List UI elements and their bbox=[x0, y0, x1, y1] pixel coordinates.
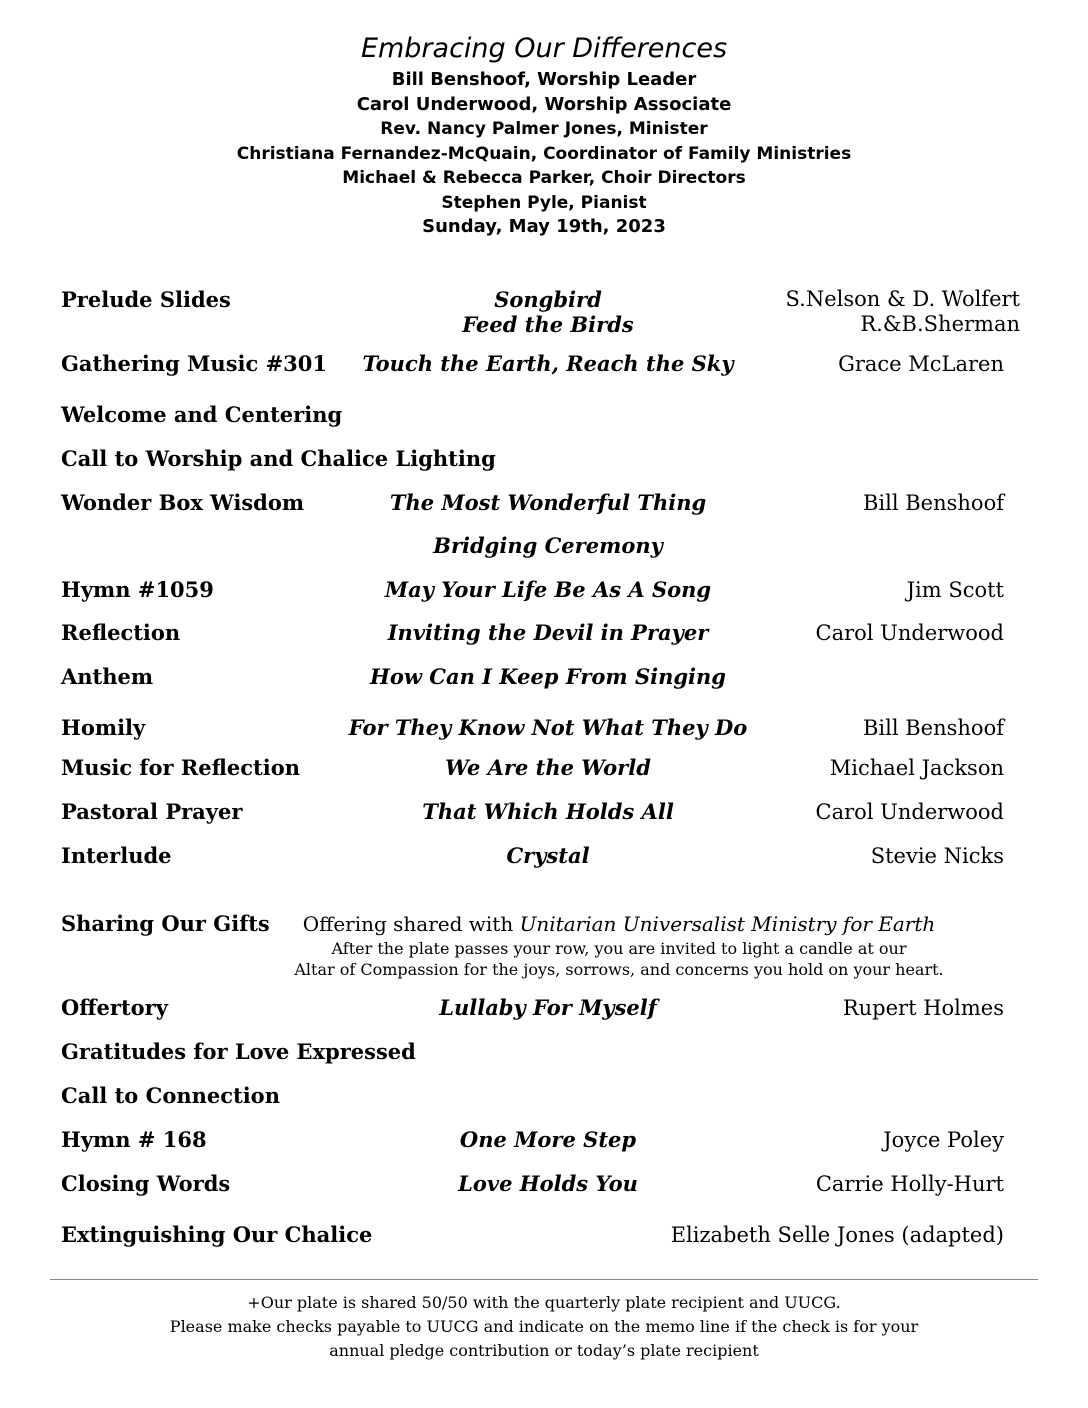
family-ministries-coordinator: Christiana Fernandez-McQuain, Coordinator of Family Ministries bbox=[236, 143, 852, 164]
order-item-label: Gathering Music #301 bbox=[61, 351, 328, 376]
offering-note: Altar of Compassion for the joys, sorrows, and concerns you hold on your heart. bbox=[294, 960, 944, 979]
bulletin-header bbox=[0, 30, 1088, 240]
order-item bbox=[0, 619, 1088, 647]
offering-prefix: Offering shared with bbox=[302, 912, 514, 936]
order-item-label: Interlude bbox=[61, 843, 172, 868]
piece-title: Bridging Ceremony bbox=[433, 533, 663, 558]
minister: Rev. Nancy Palmer Jones, Minister bbox=[380, 119, 708, 139]
order-item bbox=[0, 576, 1088, 604]
piece-title: One More Step bbox=[459, 1127, 637, 1152]
order-item bbox=[0, 994, 1088, 1022]
order-item-label: Extinguishing Our Chalice bbox=[61, 1222, 373, 1247]
order-item bbox=[0, 445, 1088, 473]
piece-title: May Your Life Be As A Song bbox=[384, 577, 712, 602]
order-item-label: Hymn # 168 bbox=[61, 1127, 207, 1152]
piece-title: Songbird bbox=[494, 287, 602, 312]
order-item bbox=[0, 798, 1088, 826]
footer-notes bbox=[0, 1291, 1088, 1363]
offering-recipient-name: Unitarian Universalist Ministry for Earth bbox=[519, 912, 936, 936]
piece-credit: R.&B.Sherman bbox=[860, 312, 1020, 336]
order-item-label: Call to Worship and Chalice Lighting bbox=[61, 446, 496, 471]
order-item-label: Prelude Slides bbox=[61, 287, 231, 312]
order-item bbox=[0, 1221, 1088, 1249]
offering-recipient bbox=[294, 910, 943, 938]
piece-title: Love Holds You bbox=[458, 1171, 638, 1196]
piece-credit: Bill Benshoof bbox=[862, 491, 1004, 515]
order-item bbox=[0, 532, 1088, 560]
piece-credit: Elizabeth Selle Jones (adapted) bbox=[670, 1223, 1004, 1247]
order-item bbox=[0, 714, 1088, 742]
order-item-label: Hymn #1059 bbox=[61, 577, 214, 602]
footer-line: annual pledge contribution or today’s plate recipient bbox=[329, 1341, 759, 1360]
piece-title: Touch the Earth, Reach the Sky bbox=[362, 351, 734, 376]
order-item-label: Wonder Box Wisdom bbox=[61, 490, 305, 515]
footer-line: +Our plate is shared 50/50 with the quarterly plate recipient and UUCG. bbox=[247, 1293, 841, 1312]
prelude-pieces bbox=[462, 287, 633, 337]
piece-title: That Which Holds All bbox=[422, 799, 674, 824]
service-title: Embracing Our Differences bbox=[360, 33, 728, 64]
piece-credit: Stevie Nicks bbox=[870, 844, 1004, 868]
order-item bbox=[0, 1170, 1088, 1198]
order-item bbox=[0, 350, 1088, 378]
piece-credit: Rupert Holmes bbox=[842, 996, 1004, 1020]
piece-title: The Most Wonderful Thing bbox=[389, 490, 707, 515]
order-item-label: Reflection bbox=[61, 620, 181, 645]
piece-credit: Carol Underwood bbox=[815, 621, 1004, 645]
piece-credit: Joyce Poley bbox=[883, 1128, 1004, 1152]
piece-credit: Carrie Holly-Hurt bbox=[815, 1172, 1004, 1196]
offering-note: After the plate passes your row, you are invited to light a candle at our bbox=[331, 939, 907, 958]
footer-divider bbox=[50, 1279, 1038, 1280]
order-item-label: Closing Words bbox=[61, 1171, 231, 1196]
piece-credit: Bill Benshoof bbox=[862, 716, 1004, 740]
piece-title: Inviting the Devil in Prayer bbox=[387, 620, 709, 645]
service-date: Sunday, May 19th, 2023 bbox=[422, 216, 666, 237]
piece-title: For They Know Not What They Do bbox=[348, 715, 748, 740]
piece-title: Crystal bbox=[506, 843, 590, 868]
piece-title: Lullaby For Myself bbox=[439, 995, 657, 1020]
piece-credit: Jim Scott bbox=[906, 578, 1004, 602]
order-item-label: Offertory bbox=[61, 995, 168, 1020]
choir-directors: Michael & Rebecca Parker, Choir Directors bbox=[342, 168, 746, 188]
order-item bbox=[0, 1038, 1088, 1066]
worship-associate: Carol Underwood, Worship Associate bbox=[356, 93, 732, 115]
order-item-label: Pastoral Prayer bbox=[61, 799, 243, 824]
footer-line: Please make checks payable to UUCG and indicate on the memo line if the check is for your bbox=[169, 1317, 919, 1336]
order-item bbox=[0, 663, 1088, 691]
piece-title: How Can I Keep From Singing bbox=[370, 664, 726, 689]
order-item bbox=[0, 842, 1088, 870]
prelude-credits bbox=[786, 287, 1020, 337]
order-item-label: Sharing Our Gifts bbox=[61, 911, 270, 936]
order-item bbox=[0, 489, 1088, 517]
piece-title: Feed the Birds bbox=[462, 312, 634, 337]
piece-credit: Michael Jackson bbox=[829, 756, 1004, 780]
order-item-label: Music for Reflection bbox=[61, 755, 301, 780]
piece-credit: Carol Underwood bbox=[815, 800, 1004, 824]
order-item bbox=[0, 1126, 1088, 1154]
offering-description bbox=[294, 910, 943, 980]
worship-leader: Bill Benshoof, Worship Leader bbox=[391, 69, 697, 90]
order-item bbox=[0, 1082, 1088, 1110]
pianist: Stephen Pyle, Pianist bbox=[441, 192, 647, 213]
piece-credit: Grace McLaren bbox=[838, 352, 1004, 376]
order-item-label: Homily bbox=[61, 715, 146, 740]
order-item bbox=[0, 401, 1088, 429]
order-item-label: Welcome and Centering bbox=[61, 402, 343, 427]
piece-title: We Are the World bbox=[445, 755, 651, 780]
order-item bbox=[0, 754, 1088, 782]
order-item-label: Call to Connection bbox=[61, 1083, 280, 1108]
piece-credit: S.Nelson & D. Wolfert bbox=[785, 287, 1020, 311]
order-item-label: Gratitudes for Love Expressed bbox=[61, 1039, 416, 1064]
order-item-label: Anthem bbox=[61, 664, 154, 689]
